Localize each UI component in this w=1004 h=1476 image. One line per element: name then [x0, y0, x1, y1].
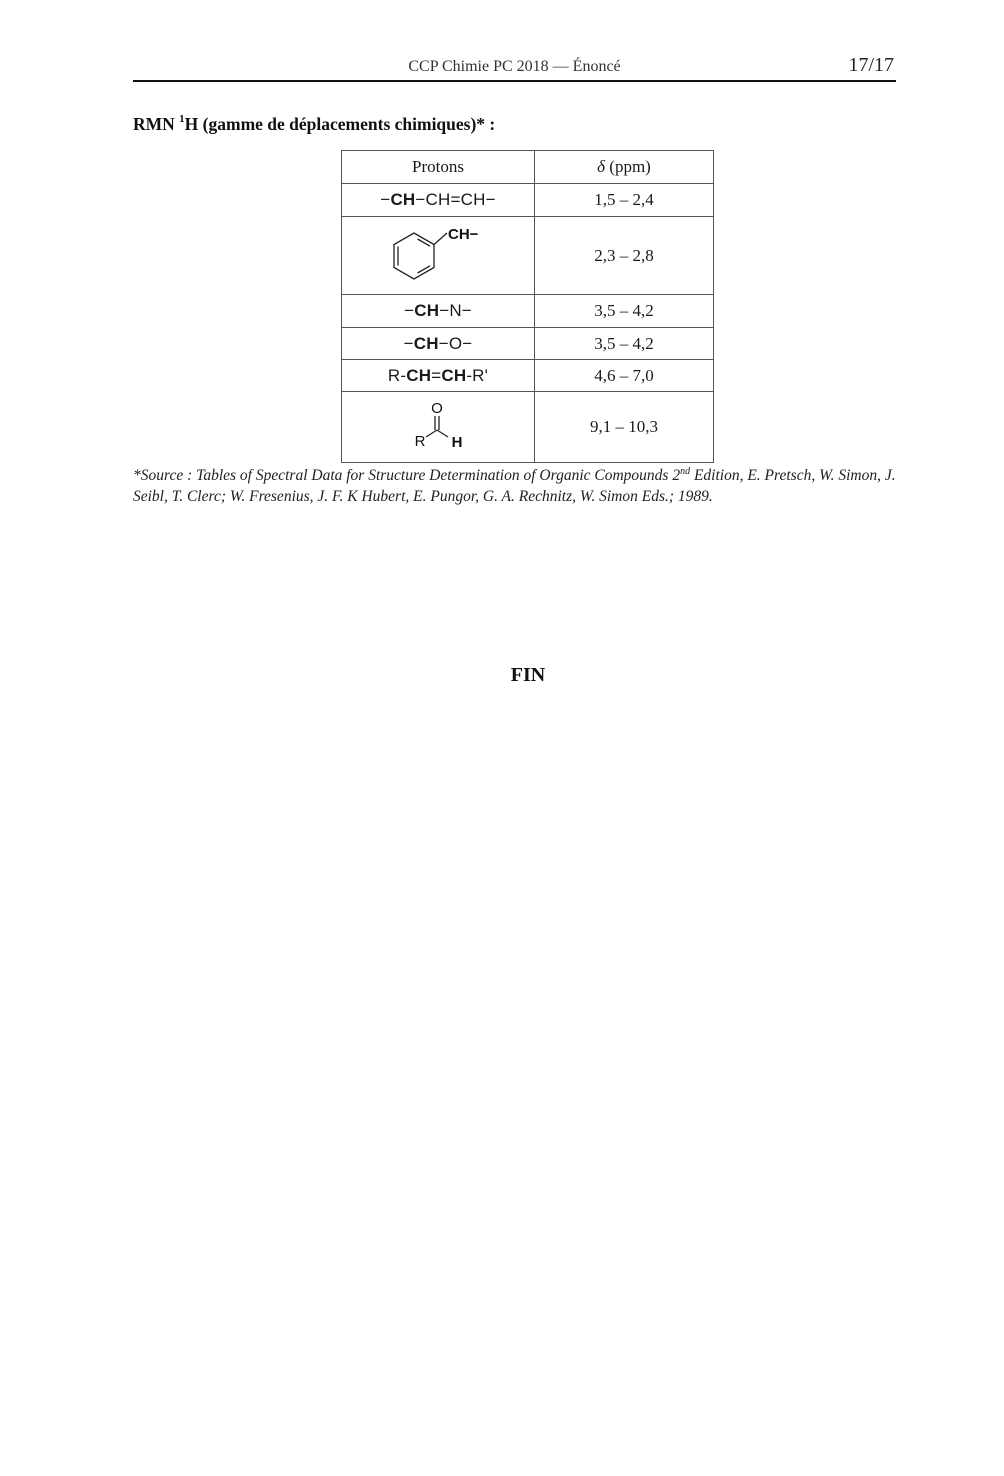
- proton-formula: −CH−CH=CH−: [380, 190, 496, 209]
- source-text-part2: Edition, E. Pretsch, W. Simon, J. Seibl, T. Clerc; W. Fresenius, J. F. K Hubert, E. Pungor, G. A. Rechnitz, W. Simon Eds.; 1989.: [133, 467, 896, 506]
- end-marker: FIN: [510, 664, 546, 686]
- table-row: [342, 295, 714, 328]
- column-header-unit: (ppm): [609, 157, 651, 176]
- proton-cell: [342, 295, 535, 328]
- section-heading: [133, 114, 495, 135]
- column-header-protons: Protons: [342, 151, 535, 184]
- table-row: [342, 328, 714, 360]
- heading-text: H (gamme de déplacements chimiques)* :: [184, 114, 496, 134]
- aldehyde-r-label: R: [414, 433, 426, 450]
- proton-formula: R-CH=CH-R': [387, 365, 489, 385]
- nmr-shift-table: [341, 150, 714, 463]
- source-footnote: [133, 461, 903, 507]
- range-cell: 2,3 – 2,8: [535, 217, 714, 295]
- proton-formula: −CH−O−: [403, 333, 473, 353]
- page-header: [133, 52, 896, 82]
- proton-cell: [342, 328, 535, 360]
- proton-cell: [342, 392, 535, 463]
- range-cell: 1,5 – 2,4: [535, 184, 714, 217]
- proton-cell: [342, 360, 535, 392]
- proton-formula: −CH−N−: [404, 301, 472, 320]
- benzyl-label: CH−: [448, 226, 479, 243]
- table-row: [342, 392, 714, 463]
- range-cell: 9,1 – 10,3: [535, 392, 714, 463]
- proton-cell: [342, 217, 535, 295]
- table-row: [342, 360, 714, 392]
- aldehyde-h-label: H: [451, 434, 463, 451]
- table-row: [342, 217, 714, 295]
- source-text-part1: *Source : Tables of Spectral Data for Structure Determination of Organic Compounds 2: [133, 467, 681, 485]
- table-header-row: [342, 151, 714, 184]
- source-superscript: nd: [680, 466, 691, 477]
- range-cell: 4,6 – 7,0: [535, 360, 714, 392]
- header-title: CCP Chimie PC 2018 — Énoncé: [408, 58, 621, 75]
- benzyl-structure-icon: [342, 217, 534, 289]
- page-number: 17/17: [848, 54, 894, 76]
- heading-prefix: RMN: [133, 114, 180, 134]
- aldehyde-structure-icon: [342, 392, 534, 457]
- heading-superscript: 1: [179, 113, 185, 126]
- proton-cell: [342, 184, 535, 217]
- aldehyde-oxygen-label: O: [431, 400, 443, 417]
- range-cell: 3,5 – 4,2: [535, 295, 714, 328]
- header-rule: [133, 80, 896, 82]
- delta-symbol: δ: [597, 157, 606, 176]
- table-row: [342, 184, 714, 217]
- range-cell: 3,5 – 4,2: [535, 328, 714, 360]
- column-header-delta: [535, 151, 714, 184]
